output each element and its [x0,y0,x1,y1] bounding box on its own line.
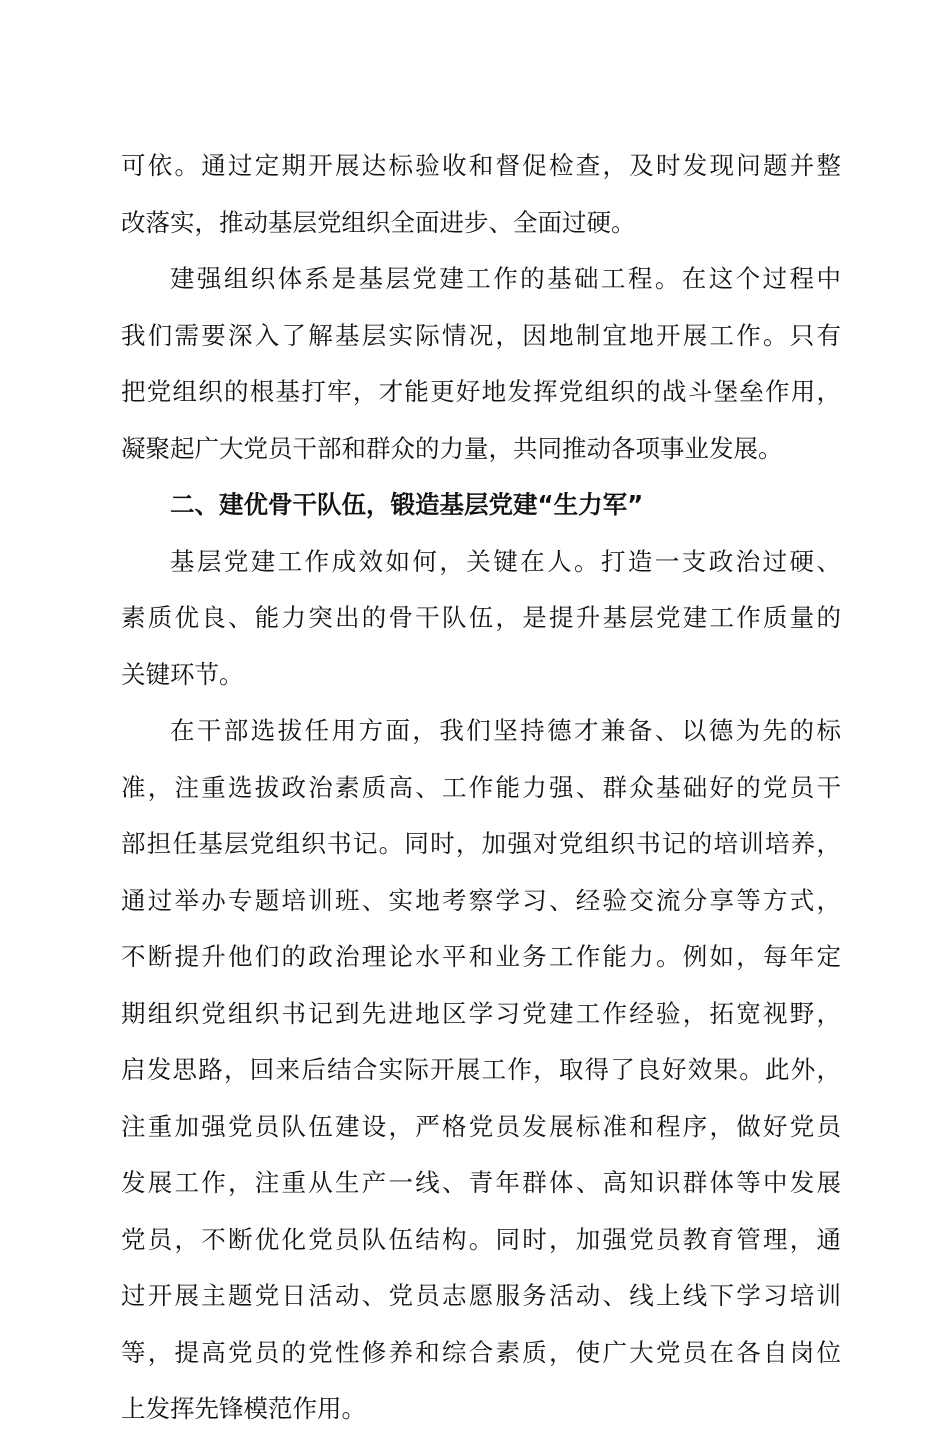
document-body [121,138,841,1438]
paragraph-line: 部担任基层党组织书记。同时，加强对党组织书记的培训培养， [121,829,841,858]
paragraph-line: 过开展主题党日活动、党员志愿服务活动、线上线下学习培训 [121,1281,841,1310]
paragraph-line: 可依。通过定期开展达标验收和督促检查，及时发现问题并整 [121,151,841,180]
paragraph-line: 期组织党组织书记到先进地区学习党建工作经验，拓宽视野， [121,998,841,1028]
paragraph-line: 通过举办专题培训班、实地考察学习、经验交流分享等方式， [121,885,841,915]
paragraph-line: 关键环节。 [121,659,244,689]
paragraph-line: 等，提高党员的党性修养和综合素质，使广大党员在各自岗位 [121,1337,841,1367]
paragraph-line: 发展工作，注重从生产一线、青年群体、高知识群体等中发展 [121,1168,841,1197]
paragraph-line: 不断提升他们的政治理论水平和业务工作能力。例如，每年定 [121,942,841,971]
paragraph-line: 建强组织体系是基层党建工作的基础工程。在这个过程中 [170,264,841,293]
section-heading: 二、建优骨干队伍，锻造基层党建“生力军” [170,490,644,519]
paragraph-line: 改落实，推动基层党组织全面进步、全面过硬。 [121,207,636,237]
paragraph-line: 准，注重选拔政治素质高、工作能力强、群众基础好的党员干 [121,772,841,802]
paragraph-line: 启发思路，回来后结合实际开展工作，取得了良好效果。此外， [121,1055,841,1084]
paragraph-line: 在干部选拔任用方面，我们坚持德才兼备、以德为先的标 [170,716,841,745]
paragraph-line: 我们需要深入了解基层实际情况，因地制宜地开展工作。只有 [121,320,841,350]
paragraph-line: 把党组织的根基打牢，才能更好地发挥党组织的战斗堡垒作用， [121,377,841,406]
paragraph-line: 注重加强党员队伍建设，严格党员发展标准和程序，做好党员 [121,1111,841,1141]
paragraph-line: 基层党建工作成效如何，关键在人。打造一支政治过硬、 [170,546,841,576]
paragraph-line: 素质优良、能力突出的骨干队伍，是提升基层党建工作质量的 [121,603,841,632]
paragraph-line: 党员，不断优化党员队伍结构。同时，加强党员教育管理，通 [121,1224,841,1254]
paragraph-line: 凝聚起广大党员干部和群众的力量，共同推动各项事业发展。 [121,433,783,463]
paragraph-line: 上发挥先锋模范作用。 [121,1394,366,1423]
